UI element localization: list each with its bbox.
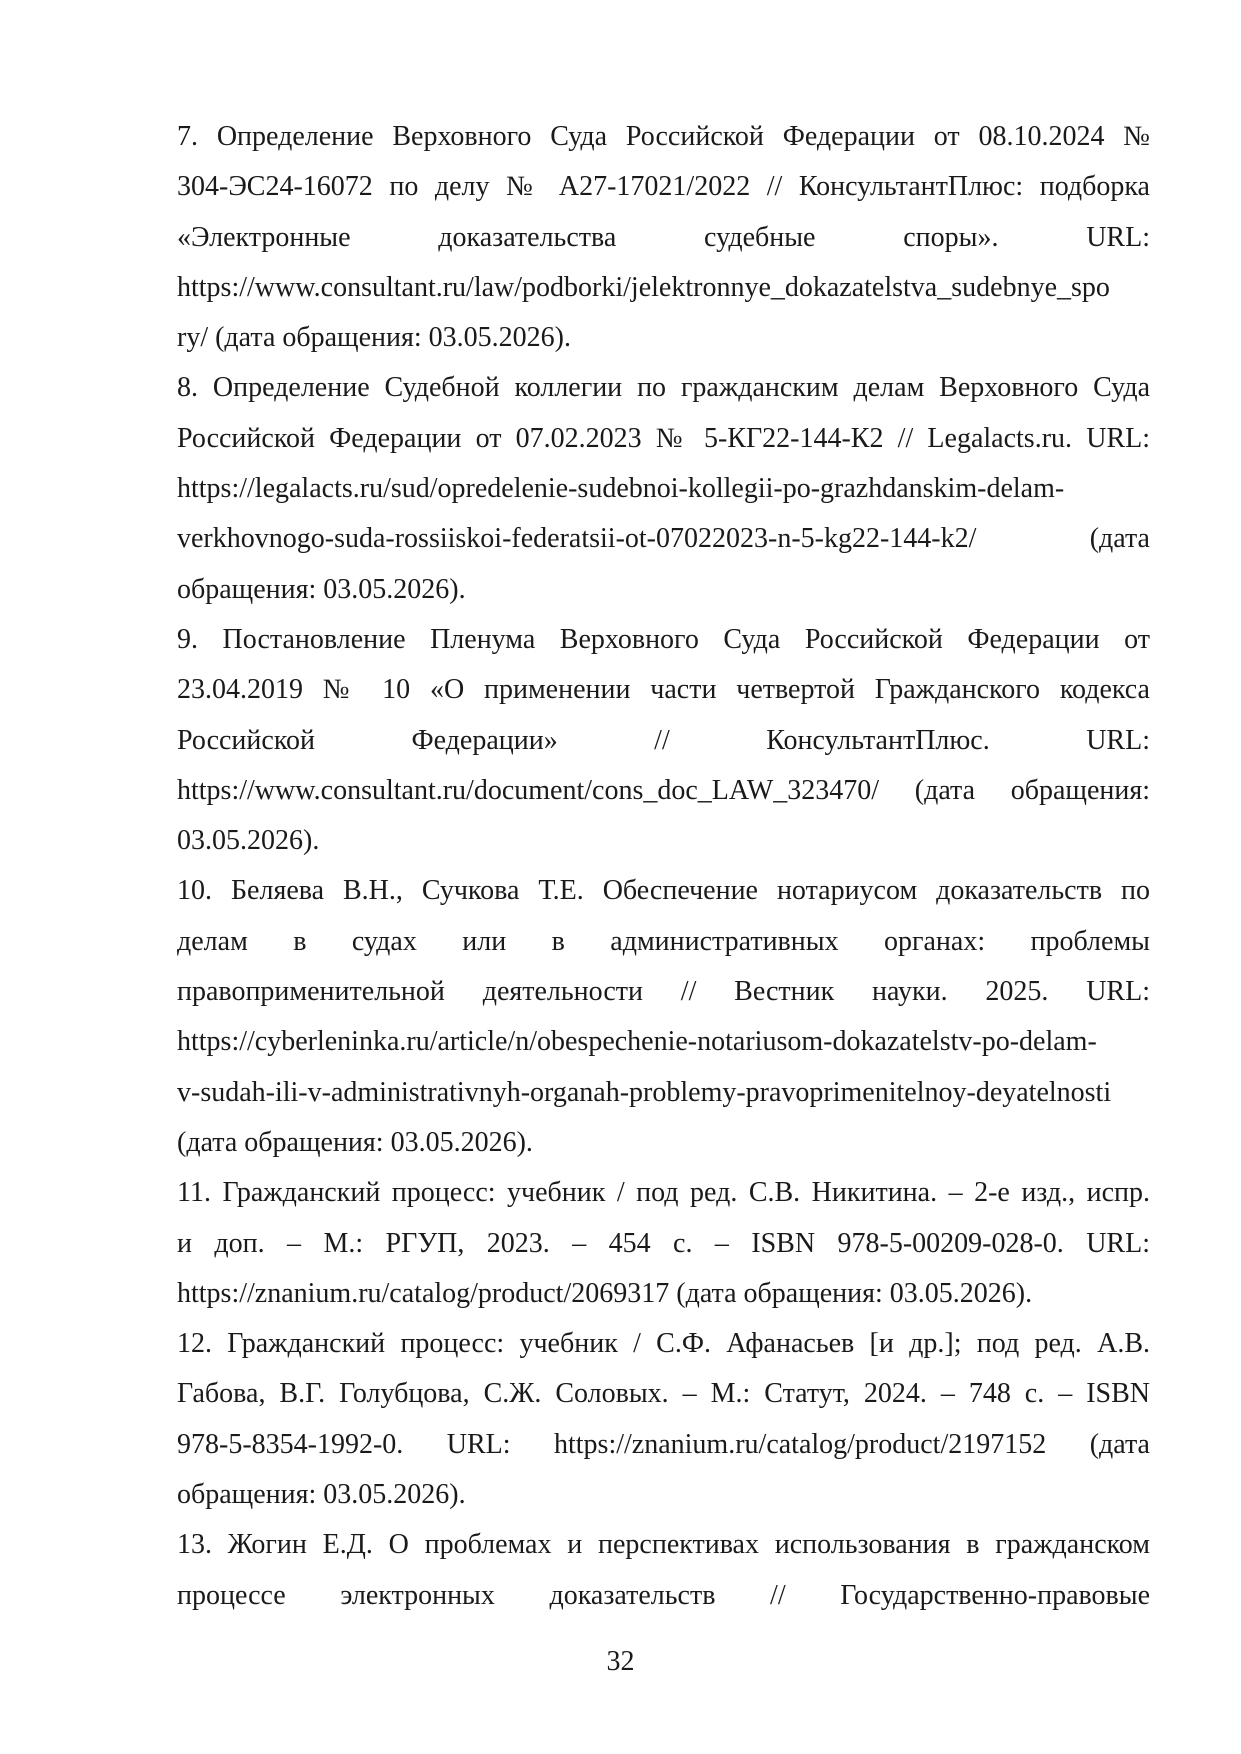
reference-item-13 (177, 1520, 1150, 1621)
reference-line: делам в судах или в административных органах: проблемы (177, 925, 1150, 957)
reference-line: 304-ЭС24-16072 по делу № А27-17021/2022 // КонсультантПлюс: подборка (177, 171, 1150, 203)
reference-item-9 (177, 615, 1150, 866)
page-number: 32 (606, 1646, 635, 1677)
reference-line: https://legalacts.ru/sud/opredelenie-sudebnoi-kollegii-po-grazhdanskim-delam- (177, 473, 1065, 505)
reference-line: правоприменительной деятельности // Вестник науки. 2025. URL: (177, 976, 1150, 1008)
reference-line: (дата обращения: 03.05.2026). (177, 1126, 533, 1158)
reference-item-7 (177, 112, 1150, 363)
reference-line: 978-5-8354-1992-0. URL: https://znanium.ru/catalog/product/2197152 (дата (177, 1428, 1150, 1460)
reference-line: ry/ (дата обращения: 03.05.2026). (177, 322, 571, 354)
reference-line: https://znanium.ru/catalog/product/2069317 (дата обращения: 03.05.2026). (177, 1277, 1033, 1309)
reference-item-8 (177, 363, 1150, 614)
reference-line: 13. Жогин Е.Д. О проблемах и перспективах использования в гражданском (177, 1529, 1150, 1561)
reference-line: 12. Гражданский процесс: учебник / С.Ф. Афанасьев [и др.]; под ред. А.В. (177, 1328, 1150, 1360)
reference-line: v-sudah-ili-v-administrativnyh-organah-problemy-pravoprimenitelnoy-deyatelnosti (177, 1076, 1112, 1108)
reference-line: verkhovnogo-suda-rossiiskoi-federatsii-ot-07022023-n-5-kg22-144-k2/ (дата (177, 523, 1150, 555)
reference-line: 9. Постановление Пленума Верховного Суда Российской Федерации от (177, 623, 1150, 655)
reference-line: процессе электронных доказательств // Государственно-правовые (177, 1579, 1150, 1611)
reference-line: 23.04.2019 № 10 «О применении части четвертой Гражданского кодекса (177, 674, 1150, 706)
reference-item-12 (177, 1319, 1150, 1520)
reference-line: обращения: 03.05.2026). (177, 573, 466, 605)
reference-line: 11. Гражданский процесс: учебник / под ред. С.В. Никитина. – 2-е изд., испр. (177, 1177, 1150, 1209)
reference-line: 7. Определение Верховного Суда Российской Федерации от 08.10.2024 № (177, 121, 1150, 152)
reference-line: 10. Беляева В.Н., Сучкова Т.Е. Обеспечение нотариусом доказательств по (177, 875, 1150, 907)
reference-item-11 (177, 1168, 1150, 1319)
reference-line: «Электронные доказательства судебные споры». URL: (177, 221, 1150, 253)
reference-line: обращения: 03.05.2026). (177, 1479, 466, 1511)
reference-list (177, 112, 1150, 1621)
reference-line: https://www.consultant.ru/document/cons_doc_LAW_323470/ (дата обращения: (177, 774, 1150, 806)
reference-line: и доп. – М.: РГУП, 2023. – 454 с. – ISBN 978-5-00209-028-0. URL: (177, 1227, 1150, 1259)
reference-line: Российской Федерации» // КонсультантПлюс. URL: (177, 724, 1150, 756)
reference-line: https://www.consultant.ru/law/podborki/jelektronnye_dokazatelstva_sudebnye_spo (177, 271, 1110, 303)
reference-line: Российской Федерации от 07.02.2023 № 5-КГ22-144-К2 // Legalacts.ru. URL: (177, 422, 1150, 454)
reference-line: Габова, В.Г. Голубцова, С.Ж. Соловых. – М.: Статут, 2024. – 748 с. – ISBN (177, 1378, 1150, 1410)
reference-item-10 (177, 866, 1150, 1168)
reference-line: 03.05.2026). (177, 825, 320, 857)
reference-line: https://cyberleninka.ru/article/n/obespechenie-notariusom-dokazatelstv-po-delam- (177, 1026, 1097, 1058)
reference-line: 8. Определение Судебной коллегии по гражданским делам Верховного Суда (177, 372, 1150, 404)
